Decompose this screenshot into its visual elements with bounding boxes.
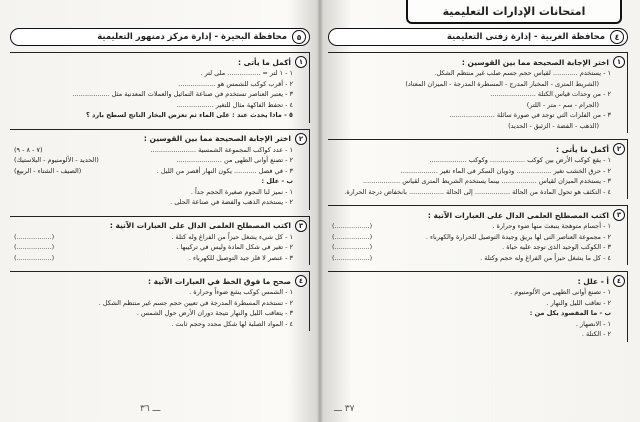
question-line: ١ - يستخدم ............ لقياس حجم جسم صلب غير منتظم الشكل. (434, 69, 611, 77)
question-heading (332, 209, 625, 221)
question-line: ١ - عدد كواكب المجموعة الشمسية ...................... (150, 145, 293, 154)
term-definition: ١ - كل شيء يشغل حيزاً من الفراغ وله كتلة . (171, 232, 293, 241)
question-number-badge: ٤ (613, 275, 625, 287)
question-line: ١ - الشمس كوكب يشع ضوءاً وحرارة . (189, 288, 293, 296)
term-row (332, 232, 625, 243)
term-definition: ٤ - كل ما يشغل حيزاً من الفراغ وله حجم وكتلة . (480, 253, 611, 262)
choice-row (14, 155, 307, 166)
term-row (14, 253, 307, 264)
question-line: ٥ - ماذا يحدث عند : غلى الماء ثم تعرض البخار الناتج لسطح بارد ؟ (85, 111, 293, 119)
question-3 (10, 216, 310, 266)
term-row (332, 242, 625, 253)
answer-blank: (.................) (14, 253, 55, 262)
exam-header (328, 28, 628, 46)
exam-number-badge: ٤ (610, 30, 624, 44)
term-definition: ٣ - الكوكب الوحيد الذى توجد عليه حياة . (502, 243, 611, 251)
question-number-badge: ٢ (295, 133, 307, 145)
question-line: ١ - يقع كوكب الأرض بين كوكب ................. وكوكب .................. (429, 156, 611, 164)
page-number: ـــ ٣٦ (140, 404, 161, 414)
choice-row (14, 166, 307, 177)
exam-header (10, 28, 310, 46)
question-heading-text: أكمل ما يأتى : (238, 57, 291, 67)
page-number: ٣٧ ـــ (334, 404, 355, 414)
question-line: ١ - ١ لتر = ................ ملى لتر . (200, 69, 293, 77)
question-heading-text: اكتب المصطلح العلمى الدال على العبارات الآتية : (427, 210, 609, 220)
question-number-badge: ٣ (295, 220, 307, 232)
question-heading-text: اختر الإجابة الصحيحة مما بين القوسين : (461, 57, 609, 67)
question-heading (332, 56, 625, 68)
question-heading-text: اكتب المصطلح العلمى الدال على العبارات الآتية : (109, 221, 291, 230)
question-line: ١ - الانصهار . (575, 319, 611, 328)
question-2 (328, 139, 628, 199)
question-line: ٤ - المواد الصلبة لها شكل محدد وحجم ثابت . (171, 319, 293, 328)
question-heading (14, 220, 307, 232)
term-definition: ١ - أجسام متوهجة ينبعث منها ضوء وحرارة . (492, 222, 611, 230)
question-line: ٣ - في فصل ........... يكون النهار أقصر من الليل . (156, 166, 293, 175)
question-heading (332, 275, 625, 287)
question-heading-text: أ - علل : (577, 276, 609, 286)
answer-blank: (.................) (332, 243, 373, 251)
question-line: ٤ - التكثف هو تحول المادة من الحالة ................. إلى الحالة ................. بانخفاض درجة الحرارة. (344, 187, 611, 196)
question-line: ٢ - أقرب كوكب للشمس هو .................. (178, 79, 293, 88)
answer-blank: (.................) (332, 253, 373, 262)
sub-question-label: ب - ما المقصود بكل من : (529, 309, 611, 317)
answer-blank: (.................) (14, 232, 55, 241)
question-heading-text: اختر الإجابة الصحيحة مما بين القوسين : (143, 134, 291, 143)
question-line: ١ - تصنع أوانى الطهى من الألومنيوم . (510, 288, 611, 296)
question-heading (332, 143, 625, 155)
choices-line: (الذهب - الفضة - الزئبق - الحديد) (508, 121, 599, 130)
question-line: ٢ - تصنع أوانى الطهى من ...................... (176, 156, 293, 164)
left-page (10, 28, 310, 416)
exam-number-badge: ٥ (292, 30, 306, 44)
question-line: ٣ - يتعاقب الليل والنهار نتيجة دوران الأرض حول الشمس . (136, 309, 293, 317)
question-heading (14, 56, 307, 68)
choices-line: (الشريط المترى - المخبار المدرج - المسطرة المدرجة - الميزان المعتاد) (405, 79, 599, 88)
question-number-badge: ٣ (613, 209, 625, 221)
choices: (الحديد - الألومنيوم - البلاستيك) (14, 156, 99, 164)
choices: (٧ - ٨ - ٩) (14, 145, 43, 154)
answer-blank: (.................) (14, 243, 55, 251)
question-1 (328, 52, 628, 133)
exam-title: محافظة البحيرة - إدارة مركز دمنهور التعليمية (97, 32, 287, 42)
question-line: ٣ - من الفلزات التي توجد في صورة سائلة ...................... (449, 111, 611, 119)
question-4 (328, 271, 628, 342)
question-number-badge: ٢ (613, 143, 625, 155)
question-4 (10, 271, 310, 331)
question-line: ٣ - يستخدم الميزان لقياس ................. بينما يستخدم الشريط المترى لقياس .................. (362, 177, 611, 185)
question-number-badge: ١ (613, 56, 625, 68)
question-heading-text: أكمل ما يأتى : (556, 144, 609, 154)
choices-line: (الجرام - سم - متر - اللتر) (526, 100, 599, 109)
choice-row (14, 145, 307, 156)
term-definition: ٢ - مجموعة العناصر التى لها بريق وجيدة التوصيل للحرارة والكهرباء . (425, 232, 611, 241)
question-number-badge: ١ (295, 56, 307, 68)
question-number-badge: ٤ (295, 275, 307, 287)
term-row (14, 232, 307, 243)
answer-blank: (.................) (332, 232, 373, 241)
term-row (332, 253, 625, 264)
choices: (الصيف - الشتاء - الربيع) (14, 166, 82, 175)
question-line: ٢ - تستخدم المسطرة المدرجة في تعيين حجم جسم غير منتظم الشكل . (98, 298, 293, 307)
question-line: ٢ - حرق الخشب تغير ................. وذوبان السكر فى الماء تغير .................. (400, 166, 611, 175)
term-definition: ٣ - عنصر لا فلز جيد التوصيل للكهرباء . (188, 253, 293, 262)
question-line: ١ - نميز لنا النجوم صغيرة الحجم جداً . (190, 187, 293, 196)
question-line: ٢ - يستخدم الذهب والفضة في صناعة الحلى . (170, 198, 293, 206)
section-banner: امتحانات الإدارات التعليمية (406, 0, 622, 24)
question-1 (10, 52, 310, 123)
question-3 (328, 205, 628, 265)
sub-question-label: ب - علل : (261, 177, 293, 185)
question-line: ٢ - الكتلة . (581, 330, 611, 338)
right-page (328, 28, 628, 416)
question-line: ٢ - من وحدات قياس الكتلة ...................... (490, 90, 611, 98)
question-heading (14, 275, 307, 287)
question-2 (10, 129, 310, 210)
term-row (332, 221, 625, 232)
question-line: ٤ - تحفظ الفاكهة مثال للتغير .................. (176, 100, 293, 109)
question-heading-text: صحح ما فوق الخط في العبارات الآتية : (148, 276, 291, 286)
term-row (14, 242, 307, 253)
exam-title: محافظة الغربية - إدارة زفتى التعليمية (446, 32, 605, 42)
term-definition: ٢ - تغير في شكل المادة وليس في تركيبها . (176, 243, 293, 251)
answer-blank: (.................) (332, 222, 373, 230)
question-heading (14, 133, 307, 145)
question-line: ٣ - يعتبر العناصر تستخدم في صناعة التماثيل والعملات المعدنية مثل .................. (72, 90, 293, 98)
question-line: ٢ - تعاقب الليل والنهار . (546, 298, 611, 307)
